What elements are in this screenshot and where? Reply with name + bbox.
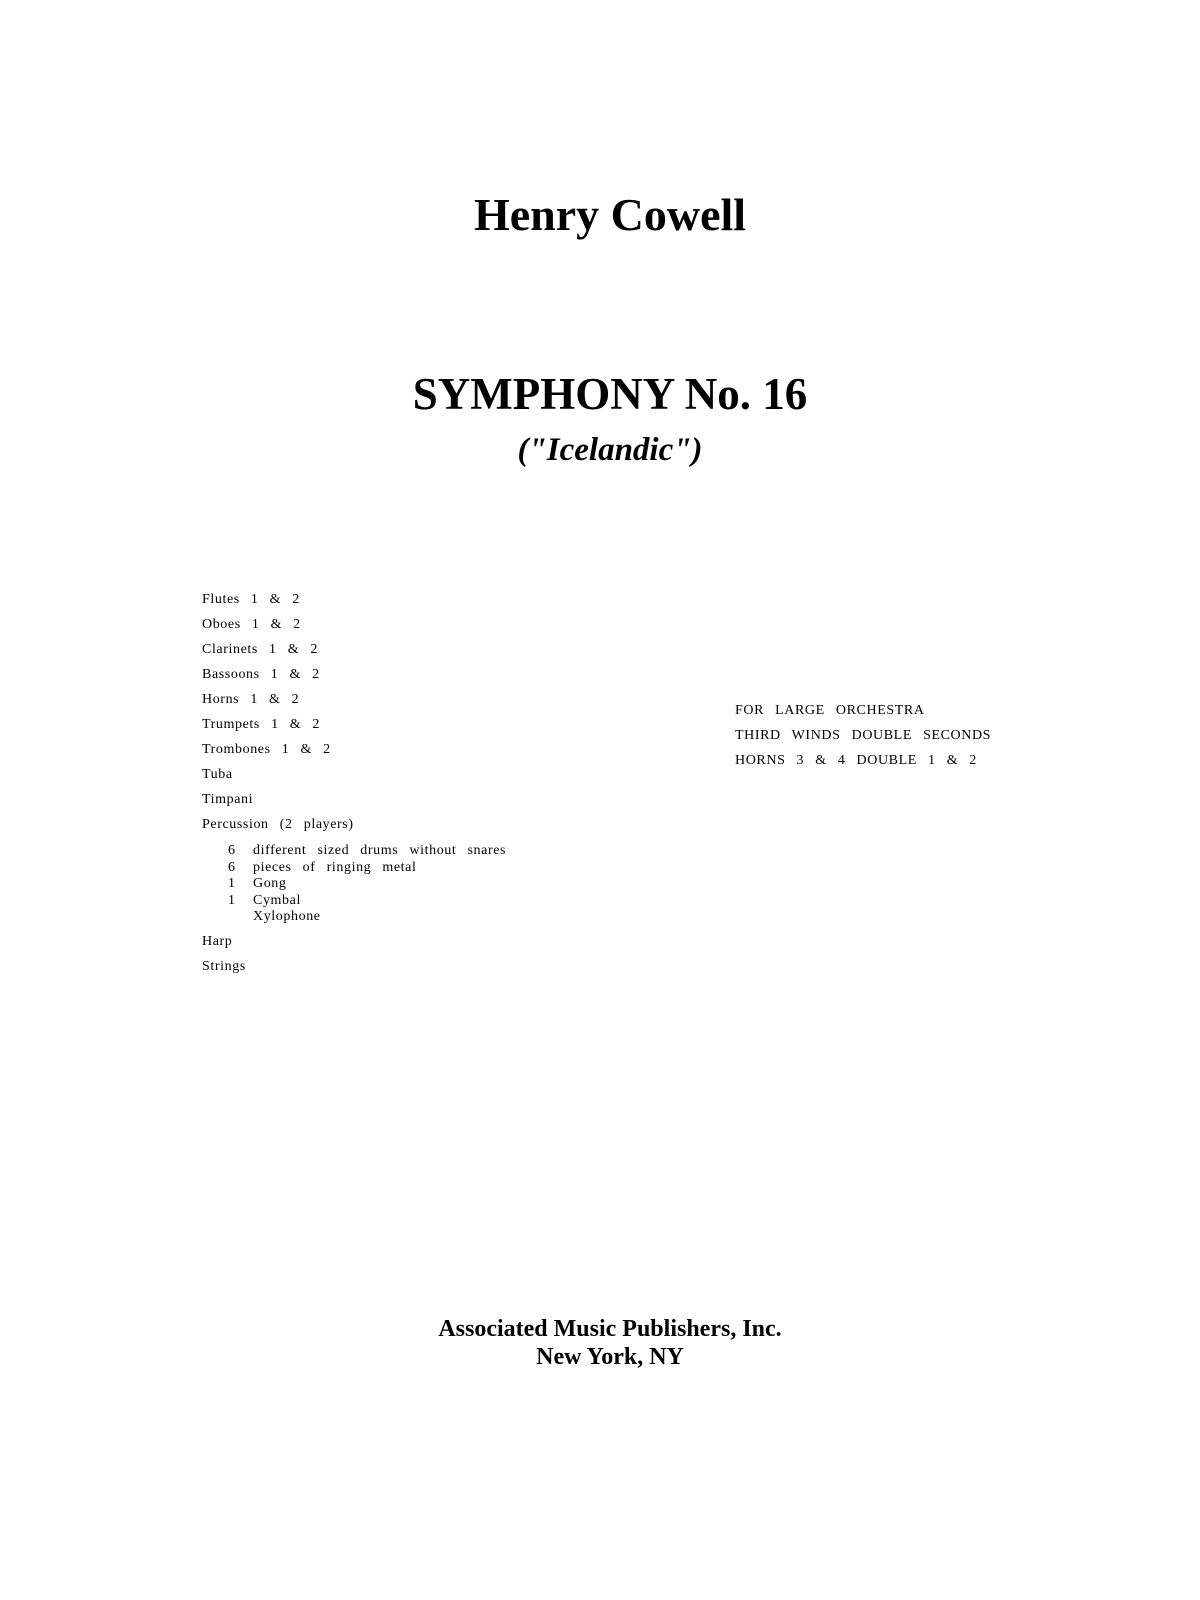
- note-line: THIRD WINDS DOUBLE SECONDS: [735, 728, 992, 743]
- instrument-item: Percussion (2 players): [202, 817, 354, 832]
- work-subtitle: ("Icelandic"): [517, 432, 703, 468]
- instrument-item: Harp: [202, 934, 233, 949]
- instrument-item: Timpani: [202, 792, 254, 807]
- percussion-item: [228, 843, 506, 859]
- percussion-name: pieces of ringing metal: [253, 860, 417, 875]
- percussion-count: 6: [228, 860, 236, 875]
- percussion-name: Xylophone: [253, 909, 321, 924]
- instrument-item: Tuba: [202, 767, 233, 782]
- percussion-item: [228, 876, 287, 892]
- instrument-item: Clarinets 1 & 2: [202, 642, 318, 657]
- percussion-name: different sized drums without snares: [253, 843, 507, 858]
- instrument-item: Trumpets 1 & 2: [202, 717, 320, 732]
- percussion-item: [228, 860, 416, 876]
- publisher-city: New York, NY: [536, 1344, 684, 1370]
- work-title: SYMPHONY No. 16: [412, 369, 808, 419]
- percussion-item: [228, 893, 301, 909]
- instrument-item: Horns 1 & 2: [202, 692, 300, 707]
- instrument-item: Strings: [202, 959, 246, 974]
- note-line: HORNS 3 & 4 DOUBLE 1 & 2: [735, 753, 977, 768]
- percussion-name: Cymbal: [253, 893, 301, 908]
- instrument-item: Trombones 1 & 2: [202, 742, 331, 757]
- percussion-item: [228, 909, 321, 925]
- instrument-item: Oboes 1 & 2: [202, 617, 301, 632]
- instrument-item: Bassoons 1 & 2: [202, 667, 320, 682]
- composer-name: Henry Cowell: [473, 189, 747, 240]
- percussion-count: 1: [228, 893, 236, 908]
- percussion-count: 6: [228, 843, 236, 858]
- percussion-count: 1: [228, 876, 236, 891]
- note-line: FOR LARGE ORCHESTRA: [735, 703, 925, 718]
- publisher-name: Associated Music Publishers, Inc.: [438, 1316, 782, 1342]
- instrument-item: Flutes 1 & 2: [202, 592, 300, 607]
- percussion-name: Gong: [253, 876, 287, 891]
